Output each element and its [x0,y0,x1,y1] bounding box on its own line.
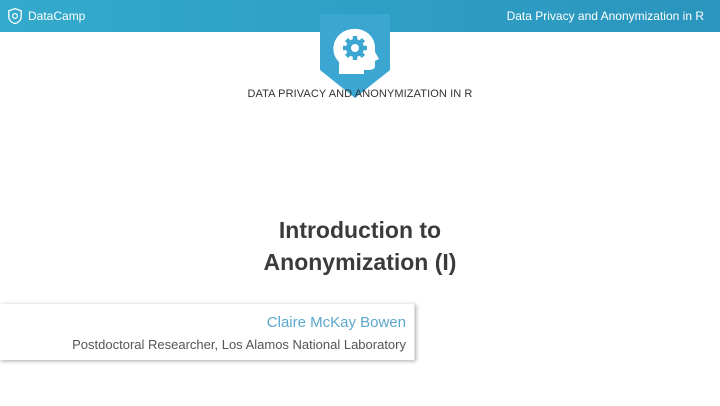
datacamp-shield-icon [8,8,22,24]
slide-title [0,214,720,278]
course-subtitle: DATA PRIVACY AND ANONYMIZATION IN R [247,88,473,100]
head-gear-badge-icon [320,14,390,98]
author-name: Claire McKay Bowen [266,314,406,331]
course-title: Data Privacy and Anonymization in R [506,9,704,23]
author-card [0,304,415,360]
slide-title-line-2: Anonymization (I) [263,249,457,275]
brand-name: DataCamp [28,9,86,23]
brand[interactable] [8,6,85,26]
slide-title-line-1: Introduction to [278,217,442,243]
author-role: Postdoctoral Researcher, Los Alamos National Laboratory [72,337,406,352]
